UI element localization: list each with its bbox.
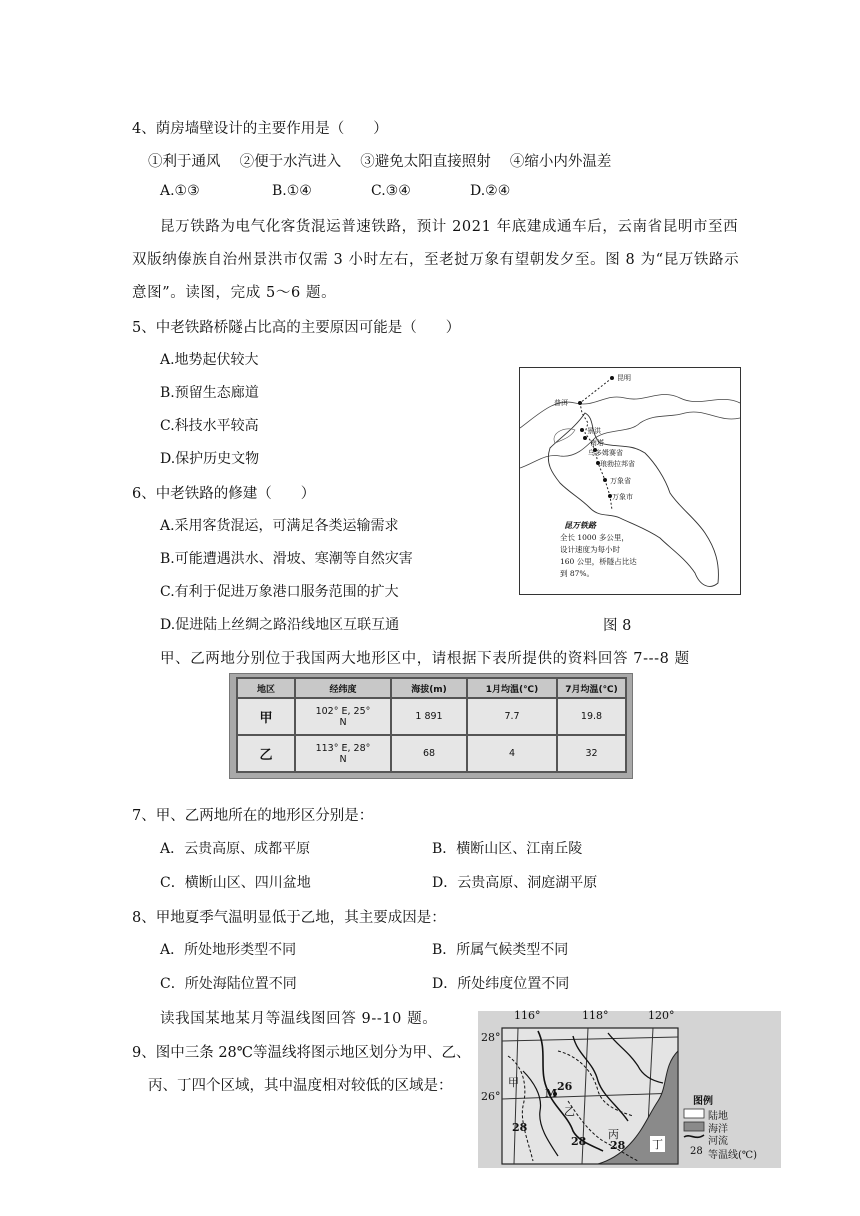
map-legend-line-1: 全长 1000 多公里， (560, 533, 629, 542)
coord-line-1: 102° E, 25° (315, 705, 371, 717)
map-label-oudomxay: 乌多姆赛省 (588, 449, 623, 457)
table-header: 地区 (237, 678, 295, 698)
legend-sea: 海洋 (708, 1124, 728, 1135)
passage1-line2: 双版纳傣族自治州景洪市仅需 3 小时左右，至老挝万象有望朝发夕至。图 8 为“昆万铁路示 (132, 252, 740, 268)
q7-option-d: D．云贵高原、洞庭湖平原 (432, 875, 598, 891)
table-header: 1月均温(℃) (467, 678, 557, 698)
legend-isotherm: 等温线(℃) (708, 1150, 757, 1161)
q9-line1: 9、图中三条 28℃等温线将图示地区划分为甲、乙、 (132, 1045, 471, 1061)
q8-option-a: A．所处地形类型不同 (160, 942, 297, 958)
isotherm-label-28-west: 28 (512, 1121, 528, 1134)
q6-stem: 6、中老铁路的修建（ ） (132, 486, 316, 502)
q8-option-c: C．所处海陆位置不同 (160, 976, 297, 992)
table-cell-jan: 7.7 (467, 698, 557, 735)
legend-isotherm-value: 28 (690, 1146, 703, 1157)
region-label-ding: 丁 (652, 1138, 663, 1151)
q4-option-b: B.①④ (272, 183, 312, 199)
isotherm-label-28-south: 28 (571, 1135, 587, 1148)
table-header: 海拔(m) (391, 678, 467, 698)
map-label-nanta: 南塔 (590, 439, 604, 447)
table-cell-jan: 4 (467, 735, 557, 772)
table-header: 7月均温(℃) (557, 678, 626, 698)
q7-option-a: A．云贵高原、成都平原 (160, 841, 311, 857)
climate-table (229, 673, 633, 779)
passage1-line1: 昆万铁路为电气化客货混运普速铁路，预计 2021 年底建成通车后，云南省昆明市至西 (160, 219, 739, 235)
passage1-line3: 意图”。读图，完成 5～6 题。 (132, 285, 337, 301)
table-cell-region: 乙 (237, 735, 295, 772)
table-header: 经纬度 (295, 678, 391, 698)
coord-line-2: N (339, 753, 347, 765)
table-row (237, 698, 626, 735)
q8-option-b: B．所属气候类型不同 (432, 942, 569, 958)
legend-river: 河流 (708, 1136, 728, 1147)
region-label-yi: 乙 (564, 1105, 575, 1118)
q7-stem: 7、甲、乙两地所在的地形区分别是： (132, 808, 374, 824)
map-label-kunming: 昆明 (617, 374, 631, 382)
figure-8-caption: 图 8 (603, 618, 632, 634)
isotherm-map-drawing (478, 1011, 781, 1168)
q4-option-a: A.①③ (160, 183, 200, 199)
lat-label-26: 26° (481, 1090, 501, 1103)
map-label-puer: 普洱 (554, 399, 568, 407)
passage3: 读我国某地某月等温线图回答 9--10 题。 (160, 1011, 438, 1027)
q9-line2: 丙、丁四个区域，其中温度相对较低的区域是： (148, 1078, 453, 1094)
q4-stem: 4、荫房墙壁设计的主要作用是（ ） (132, 121, 388, 137)
lon-label-120: 120° (648, 1009, 675, 1022)
q6-option-c: C.有利于促进万象港口服务范围的扩大 (160, 584, 399, 600)
map-label-vientiane-city: 万象市 (612, 493, 633, 501)
railway-map (519, 367, 741, 595)
q6-option-a: A.采用客货混运，可满足各类运输需求 (160, 518, 399, 534)
region-label-jia: 甲 (508, 1076, 519, 1089)
region-label-bing: 丙 (608, 1128, 619, 1141)
isotherm-label-26: 26 (557, 1080, 573, 1093)
q6-option-d: D.促进陆上丝绸之路沿线地区互联互通 (160, 617, 400, 633)
q4-option-d: D.②④ (470, 183, 511, 199)
q8-option-d: D．所处纬度位置不同 (432, 976, 570, 992)
map-legend-line-3: 160 公里，桥隧占比达 (560, 557, 637, 566)
q5-option-c: C.科技水平较高 (160, 418, 259, 434)
coord-line-2: N (339, 716, 347, 728)
lat-label-28: 28° (481, 1031, 501, 1044)
map-label-jinghong: 景洪 (587, 427, 601, 435)
table-cell-altitude: 68 (391, 735, 467, 772)
q5-stem: 5、中老铁路桥隧占比高的主要原因可能是（ ） (132, 320, 461, 336)
table-cell-coord (295, 735, 391, 772)
table-cell-coord (295, 698, 391, 735)
q5-option-a: A.地势起伏较大 (160, 352, 259, 368)
point-label-m: M (545, 1087, 558, 1100)
map-legend-title: 昆万铁路 (564, 520, 596, 530)
table-cell-jul: 32 (557, 735, 626, 772)
lon-label-118: 118° (582, 1009, 609, 1022)
q7-option-c: C．横断山区、四川盆地 (160, 875, 311, 891)
table-cell-altitude: 1 891 (391, 698, 467, 735)
map-legend-line-4: 到 87%。 (560, 569, 595, 578)
map-label-vientiane-province: 万象省 (610, 477, 631, 485)
q5-option-b: B.预留生态廊道 (160, 385, 259, 401)
q4-option-c: C.③④ (371, 183, 411, 199)
q6-option-b: B.可能遭遇洪水、滑坡、寒潮等自然灾害 (160, 551, 413, 567)
coord-line-1: 113° E, 28° (315, 742, 371, 754)
q4-items: ①利于通风 ②便于水汽进入 ③避免太阳直接照射 ④缩小内外温差 (148, 154, 612, 170)
passage2: 甲、乙两地分别位于我国两大地形区中，请根据下表所提供的资料回答 7---8 题 (160, 651, 690, 667)
table-cell-jul: 19.8 (557, 698, 626, 735)
table-row (237, 735, 626, 772)
q5-option-d: D.保护历史文物 (160, 451, 260, 467)
map-label-luangprabang: 琅勃拉邦省 (600, 460, 635, 468)
map-legend-line-2: 设计速度为每小时 (560, 545, 620, 554)
isotherm-map (478, 1011, 781, 1168)
q7-option-b: B．横断山区、江南丘陵 (432, 841, 583, 857)
q8-stem: 8、甲地夏季气温明显低于乙地，其主要成因是： (132, 910, 446, 926)
isotherm-label-28-east: 28 (610, 1139, 626, 1152)
legend-land: 陆地 (708, 1111, 728, 1122)
lon-label-116: 116° (514, 1009, 541, 1022)
table-header-row (237, 678, 626, 698)
legend-title: 图例 (693, 1096, 713, 1107)
table-cell-region: 甲 (237, 698, 295, 735)
